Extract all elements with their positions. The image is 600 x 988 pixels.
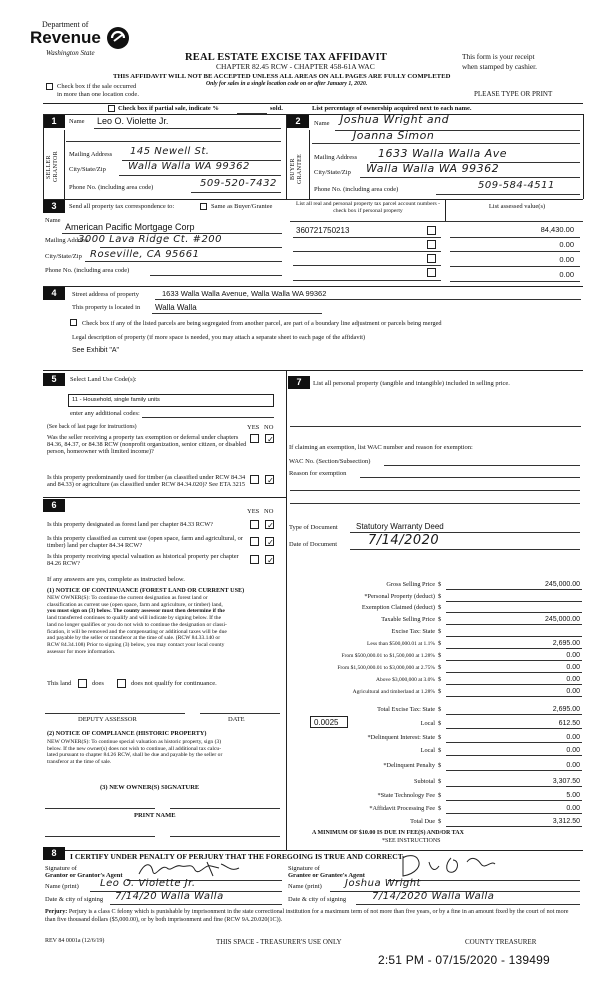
personal-property-checkbox[interactable]: [427, 268, 436, 277]
notice-continuance-line: assessor for more information.: [47, 648, 116, 655]
dept-line-3: Washington State: [46, 49, 95, 57]
property-location[interactable]: Walla Walla: [155, 303, 197, 312]
additional-codes-label: enter any additional codes:: [70, 410, 140, 417]
notice-compliance-title: (2) NOTICE OF COMPLIANCE (HISTORIC PROPERTY): [47, 730, 207, 737]
see-back-label: (See back of last page for instructions): [47, 424, 137, 430]
seller-grantor-side-label: SELLER GRANTOR: [46, 151, 59, 183]
receipt-note-2: when stamped by cashier.: [462, 62, 537, 71]
print-name-line[interactable]: [45, 836, 155, 837]
land-use-label: Select Land Use Code(s):: [70, 376, 137, 383]
notice-continuance-line: RCW 84.34.108) Prior to signing (3) below, you may contact your local county: [47, 641, 225, 648]
sec5-q2-text: Is this property predominantly used for timber (as classified under RCW 84.34 and 84.33) or agriculture (as classified under RCW 84.34.020)? See ETA 3215: [47, 474, 246, 489]
dollar-sign: $: [438, 733, 442, 741]
fee-label: *Affidavit Processing Fee: [369, 804, 435, 812]
fee-label: Above $3,000,000 at 3.0%: [376, 676, 435, 683]
fee-label: Subtotal: [414, 777, 435, 785]
fee-row: [290, 815, 582, 827]
form-title: REAL ESTATE EXCISE TAX AFFIDAVIT: [185, 52, 388, 63]
sec5-q2-yes-checkbox[interactable]: [250, 475, 259, 484]
seller-mailing[interactable]: 145 Newell St.: [130, 146, 210, 157]
fee-row: [290, 649, 582, 661]
fee-label: *Personal Property (deduct): [364, 592, 435, 600]
fee-label: Less than $500,000.01 at 1.1%: [367, 640, 435, 647]
dollar-sign: $: [438, 663, 442, 671]
fee-row: [290, 759, 582, 771]
mortgage-mailing-label: Mailing Address: [45, 237, 89, 244]
fee-value[interactable]: 0.00: [566, 761, 580, 769]
deputy-date-label: DATE: [228, 716, 245, 723]
dollar-sign: $: [438, 746, 442, 754]
treasurer-space-label: THIS SPACE - TREASURER'S USE ONLY: [216, 938, 342, 946]
exemption-reason-field[interactable]: [360, 477, 580, 478]
fee-value[interactable]: 0.00: [566, 733, 580, 741]
notice-continuance-title: (1) NOTICE OF CONTINUANCE (FOREST LAND OR CURRENT USE): [47, 587, 245, 594]
sales-note: Only for sales in a single location code on or after January 1, 2020.: [206, 81, 368, 87]
sold-label: sold.: [270, 105, 283, 112]
fee-value[interactable]: 0.00: [566, 663, 580, 671]
fee-row: [290, 744, 582, 756]
mortgage-name[interactable]: American Pacific Mortgage Corp: [65, 222, 195, 232]
sec6-q1-yes-checkbox[interactable]: [250, 520, 259, 529]
mortgage-mailing[interactable]: 3000 Lava Ridge Ct. #200: [78, 234, 223, 245]
warning-text: THIS AFFIDAVIT WILL NOT BE ACCEPTED UNLESS ALL AREAS ON ALL PAGES ARE FULLY COMPLETED: [113, 73, 451, 80]
property-street-address[interactable]: 1633 Walla Walla Avenue, Walla Walla WA 99362: [162, 289, 327, 298]
wac-number-field[interactable]: [384, 465, 580, 466]
sec6-yes-header: YES: [247, 508, 260, 515]
notice-compliance-line: NEW OWNER(S): To continue special valuation as historic property, sign (3): [47, 739, 222, 745]
section-3-number: 3: [43, 200, 65, 213]
sec6-q1-text: Is this property designated as forest land per chapter 84.33 RCW?: [47, 521, 213, 528]
does-qualify-checkbox[interactable]: [78, 679, 87, 688]
section-6-number: 6: [43, 499, 65, 512]
located-in-label: This property is located in: [72, 304, 141, 311]
revenue-logo: [30, 20, 130, 66]
fee-label: Taxable Selling Price: [381, 615, 435, 623]
fee-label: From $500,000.01 to $1,500,000 at 1.28%: [341, 652, 435, 659]
mortgage-name-label: Name: [45, 217, 61, 224]
street-address-label: Street address of property: [72, 291, 139, 298]
buyer-city-label: City/State/Zip: [314, 169, 351, 176]
buyer-city[interactable]: Walla Walla WA 99362: [366, 162, 500, 175]
same-as-buyer-checkbox[interactable]: [200, 203, 207, 210]
notice-continuance-line: land no longer qualifies or you do not wish to continue the designation or classi-: [47, 621, 227, 628]
sec6-q1-no-checkbox[interactable]: ✓: [265, 520, 274, 529]
exemption-claim-label: If claiming an exemption, list WAC number and reason for exemption:: [289, 444, 473, 451]
fee-label: Total Excise Tax: State: [377, 705, 435, 713]
fee-label: Exemption Claimed (deduct): [361, 603, 435, 611]
seller-city-label: City/State/Zip: [69, 166, 106, 173]
grantee-signature-label: Signature of: [288, 865, 320, 872]
this-land-label: This land: [47, 680, 72, 687]
notice-compliance-text: [47, 739, 283, 766]
fee-label: *Delinquent Interest: State: [367, 733, 435, 741]
seller-phone[interactable]: 509-520-7432: [200, 178, 277, 189]
personal-property-label: List all personal property (tangible and intangible) included in selling price.: [313, 380, 510, 387]
grantee-date-city[interactable]: 7/14/2020 Walla Walla: [372, 891, 495, 902]
ownership-list-label: List percentage of ownership acquired next to each name.: [312, 105, 472, 112]
fee-label: Agricultural and timberland at 1.28%: [352, 688, 435, 695]
if-any-yes-label: If any answers are yes, complete as instructed below.: [47, 576, 185, 583]
sec5-q1-text: Was the seller receiving a property tax exemption or deferral under chapters 84.36, 84.37, or 84.38 RCW (nonprofit organization, senior citizen, or disabled person, homeowner with limited income)?: [47, 434, 247, 456]
see-instructions-note: *SEE INSTRUCTIONS: [382, 838, 441, 844]
dollar-sign: $: [438, 580, 442, 588]
fee-label: Gross Selling Price: [386, 580, 435, 588]
section-1-number: 1: [43, 115, 65, 128]
dollar-sign: $: [438, 705, 442, 713]
grantor-name-label: Name (print): [45, 883, 79, 890]
section-2-number: 2: [287, 115, 309, 128]
buyer-phone[interactable]: 509-584-4511: [478, 180, 555, 191]
fee-value[interactable]: 612.50: [558, 719, 580, 727]
fee-row: [290, 703, 582, 715]
grantor-date-city[interactable]: 7/14/20 Walla Walla: [115, 891, 224, 902]
fee-value[interactable]: 3,312.50: [552, 817, 580, 825]
seller-city[interactable]: Walla Walla WA 99362: [128, 161, 250, 172]
deputy-assessor-label: DEPUTY ASSESSOR: [78, 716, 137, 723]
section-7-number: 7: [288, 376, 310, 389]
notice-continuance-line: land transferred continues to qualify and will indicate by signing below. If the: [47, 615, 222, 622]
certify-statement: I CERTIFY UNDER PENALTY OF PERJURY THAT THE FOREGOING IS TRUE AND CORRECT: [70, 852, 403, 861]
sec6-q3-no-checkbox[interactable]: ✓: [265, 555, 274, 564]
fee-row: [290, 661, 582, 673]
fee-row: [290, 802, 582, 814]
seller-name-label: Name: [69, 118, 85, 125]
dept-line-1: Department of: [42, 20, 89, 29]
notice-continuance-line: NEW OWNER(S): To continue the current designation as forest land or: [47, 595, 208, 601]
sec6-no-header: NO: [264, 508, 274, 515]
dollar-sign: $: [438, 675, 442, 683]
fee-label: Local: [420, 719, 435, 727]
multi-location-checkbox[interactable]: [46, 83, 53, 90]
multi-location-label-1: Check box if the sale occurred: [57, 83, 137, 90]
notice-continuance-line: you must sign on (3) below. The county assessor must then determine if the: [47, 608, 225, 615]
assessed-value[interactable]: 0.00: [559, 255, 574, 264]
land-use-value: 11 - Household, single family units: [72, 397, 160, 403]
personal-property-checkbox[interactable]: [427, 226, 436, 235]
fee-value[interactable]: 2,695.00: [552, 705, 580, 713]
dept-line-2: Revenue: [30, 28, 101, 47]
sec6-q3-text: Is this property receiving special valuation as historical property per chapter 84.26 RCW?: [47, 553, 239, 568]
buyer-mailing[interactable]: 1633 Walla Walla Ave: [378, 147, 508, 160]
seller-name[interactable]: Leo O. Violette Jr.: [97, 116, 169, 126]
county-treasurer-label: COUNTY TREASURER: [465, 938, 537, 946]
receipt-note-1: This form is your receipt: [462, 52, 535, 61]
seller-mailing-label: Mailing Address: [69, 151, 113, 158]
dollar-sign: $: [438, 639, 442, 647]
dollar-sign: $: [438, 817, 442, 825]
wac-number-label: WAC No. (Section/Subsection): [289, 458, 371, 465]
does-not-qualify-checkbox[interactable]: [117, 679, 126, 688]
fee-label: Excise Tax: State: [391, 627, 435, 635]
sec5-q2-no-checkbox[interactable]: ✓: [265, 475, 274, 484]
document-type[interactable]: Statutory Warranty Deed: [356, 522, 444, 531]
partial-sale-checkbox[interactable]: [108, 105, 115, 112]
dollar-sign: $: [438, 592, 442, 600]
fee-label: From $1,500,000.01 to $3,000,000 at 2.75%: [337, 664, 435, 671]
document-type-label: Type of Document: [289, 524, 338, 531]
same-as-buyer-label: Same as Buyer/Grantee: [211, 203, 273, 210]
form-revision: REV 84 0001a (12/6/19): [45, 938, 105, 944]
buyer-name-label: Name: [314, 120, 330, 127]
fee-row: [290, 789, 582, 801]
seller-phone-label: Phone No. (including area code): [69, 184, 154, 191]
section-4-number: 4: [43, 287, 65, 300]
does-label: does: [92, 680, 104, 687]
fee-row: [290, 625, 582, 637]
grantee-printed-name[interactable]: Joshua Wright: [345, 878, 421, 889]
buyer-mailing-label: Mailing Address: [314, 154, 358, 161]
buyer-grantee-side-label: BUYER GRANTEE: [290, 153, 303, 185]
fee-row: [290, 613, 582, 625]
notice-continuance-line: classification as current use (open space, farm and agriculture, or timber) land,: [47, 601, 223, 608]
sec6-q2-yes-checkbox[interactable]: [250, 537, 259, 546]
dollar-sign: $: [438, 651, 442, 659]
exemption-reason-label: Reason for exemption: [289, 470, 347, 477]
document-date[interactable]: 7/14/2020: [368, 533, 440, 548]
print-name-line[interactable]: [170, 836, 280, 837]
fee-value[interactable]: 5.00: [566, 791, 580, 799]
fee-value[interactable]: 0.00: [566, 746, 580, 754]
new-owner-signature-line[interactable]: [45, 808, 155, 809]
grantor-agent-label: Grantor or Grantor's Agent: [45, 872, 123, 879]
notice-continuance-line: fication, it will be removed and the compensating or additional taxes will be due: [47, 628, 227, 635]
fee-row: [290, 637, 582, 649]
local-rate: 0.0025: [314, 718, 339, 727]
mortgage-city-label: City/State/Zip: [45, 253, 82, 260]
fee-row: [290, 775, 582, 787]
notice-compliance-line: below. If the new owner(s) does not wish to continue, all additional tax calcu-: [47, 745, 222, 752]
notice-continuance-line: and payable by the seller or transferor at the time of sale. (RCW 84.33.140 or: [47, 635, 221, 642]
grantor-signature[interactable]: [135, 858, 245, 880]
fee-row: [290, 731, 582, 743]
fee-value[interactable]: 2,695.00: [552, 639, 580, 647]
print-note: PLEASE TYPE OR PRINT: [474, 90, 553, 98]
fee-value[interactable]: 0.00: [566, 804, 580, 812]
grantor-date-label: Date & city of signing: [45, 896, 104, 903]
grantee-date-label: Date & city of signing: [288, 896, 347, 903]
notice-compliance-line: transferor at the time of sale.: [47, 759, 112, 766]
fee-row: [290, 601, 582, 613]
receipt-stamp: 2:51 PM - 07/15/2020 - 139499: [378, 953, 550, 967]
fee-value[interactable]: 0.00: [566, 651, 580, 659]
fee-value[interactable]: 245,000.00: [544, 580, 580, 588]
grantee-agent-label: Grantee or Grantee's Agent: [288, 872, 365, 879]
dollar-sign: $: [438, 777, 442, 785]
parcel-number[interactable]: 360721750213: [296, 226, 350, 235]
sec5-q1-no-checkbox[interactable]: ✓: [265, 434, 274, 443]
notice-compliance-line: lated pursuant to chapter 84.26 RCW, shall be due and payable by the seller or: [47, 752, 223, 759]
buyer-phone-label: Phone No. (including area code): [314, 186, 399, 193]
minimum-fee-note: A MINIMUM OF $10.00 IS DUE IN FEE(S) AND/OR TAX: [312, 830, 464, 836]
fee-value[interactable]: 3,307.50: [552, 777, 580, 785]
assessed-value[interactable]: 84,430.00: [540, 225, 574, 234]
sec6-q3-yes-checkbox[interactable]: [250, 555, 259, 564]
perjury-statement: [45, 909, 580, 925]
new-owner-signature-line[interactable]: [170, 808, 280, 809]
notice-continuance-text: [47, 595, 283, 655]
buyer-name-line-2[interactable]: Joanna Simon: [353, 129, 435, 142]
new-owner-signature-title: (3) NEW OWNER(S) SIGNATURE: [100, 784, 200, 791]
fee-value[interactable]: 245,000.00: [544, 615, 580, 623]
dollar-sign: $: [438, 804, 442, 812]
dollar-sign: $: [438, 761, 442, 769]
dollar-sign: $: [438, 719, 442, 727]
dollar-sign: $: [438, 603, 442, 611]
grantee-signature[interactable]: [395, 852, 505, 880]
send-correspondence-label: Send all property tax correspondence to:: [69, 203, 175, 210]
fee-label: Total Due: [410, 817, 435, 825]
assessed-value-column-header: List assessed value(s): [488, 203, 546, 210]
perjury-text: Perjury is a class C felony which is punishable by imprisonment in the state correctional institution for a maximum term of not more than five years, or by a fine in an amount fixed by the court of not more than five thousand dollars ($5,000.00), or by both imprisonment and fine (RCW 9A.20.020(1C)).: [45, 909, 569, 923]
fee-value[interactable]: 0.00: [566, 687, 580, 695]
segregation-label: Check box if any of the listed parcels are being segregated from another parcel, are part of a boundary line adjustment or parcels being merged: [82, 320, 442, 327]
sec5-q1-yes-checkbox[interactable]: [250, 434, 259, 443]
segregation-checkbox[interactable]: [70, 319, 77, 326]
fee-row: [290, 685, 582, 697]
fee-value[interactable]: 0.00: [566, 675, 580, 683]
partial-sale-label: Check box if partial sale, indicate %: [118, 105, 219, 112]
perjury-label: Perjury:: [45, 909, 68, 915]
grantor-signature-label: Signature of: [45, 865, 77, 872]
grantee-name-label: Name (print): [288, 883, 322, 890]
mortgage-phone-label: Phone No. (including area code): [45, 267, 130, 274]
local-rate-box[interactable]: [310, 716, 348, 728]
document-date-label: Date of Document: [289, 541, 338, 548]
fee-label: Local: [420, 746, 435, 754]
dollar-sign: $: [438, 615, 442, 623]
section-8-number: 8: [43, 847, 65, 860]
fee-row: [290, 673, 582, 685]
legal-description-label: Legal description of property (if more space is needed, you may attach a separate sheet to each page of the affidavit): [72, 334, 366, 341]
mortgage-city[interactable]: Roseville, CA 95661: [90, 249, 200, 260]
personal-property-checkbox[interactable]: [427, 240, 436, 249]
dollar-sign: $: [438, 627, 442, 635]
does-not-qualify-label: does not qualify for continuance.: [131, 680, 217, 687]
fee-label: *State Technology Fee: [377, 791, 435, 799]
sec5-no-header: NO: [264, 424, 274, 431]
section-5-number: 5: [43, 373, 65, 386]
buyer-name-line-1[interactable]: Joshua Wright and: [340, 113, 450, 126]
assessed-value[interactable]: 0.00: [559, 270, 574, 279]
parcel-column-header: List all real and personal property tax parcel account numbers - check box if personal property: [295, 201, 441, 214]
legal-description[interactable]: See Exhibit "A": [72, 347, 119, 354]
dollar-sign: $: [438, 791, 442, 799]
dollar-sign: $: [438, 687, 442, 695]
assessed-value[interactable]: 0.00: [559, 240, 574, 249]
sec6-q2-no-checkbox[interactable]: ✓: [265, 537, 274, 546]
personal-property-checkbox[interactable]: [427, 254, 436, 263]
print-name-label: PRINT NAME: [134, 812, 176, 819]
sec6-q2-text: Is this property classified as current use (open space, farm and agricultural, or timber) land per chapter 84.34 RCW?: [47, 535, 243, 550]
multi-location-label-2: in more than one location code.: [57, 91, 139, 98]
fee-label: *Delinquent Penalty: [383, 761, 435, 769]
wa-logo-icon: [106, 26, 130, 50]
grantor-printed-name[interactable]: Leo O. Violette Jr.: [100, 878, 196, 889]
land-use-select[interactable]: [68, 394, 274, 407]
fee-row: [290, 578, 582, 590]
form-subtitle: CHAPTER 82.45 RCW - CHAPTER 458-61A WAC: [216, 62, 375, 71]
sec5-yes-header: YES: [247, 424, 260, 431]
